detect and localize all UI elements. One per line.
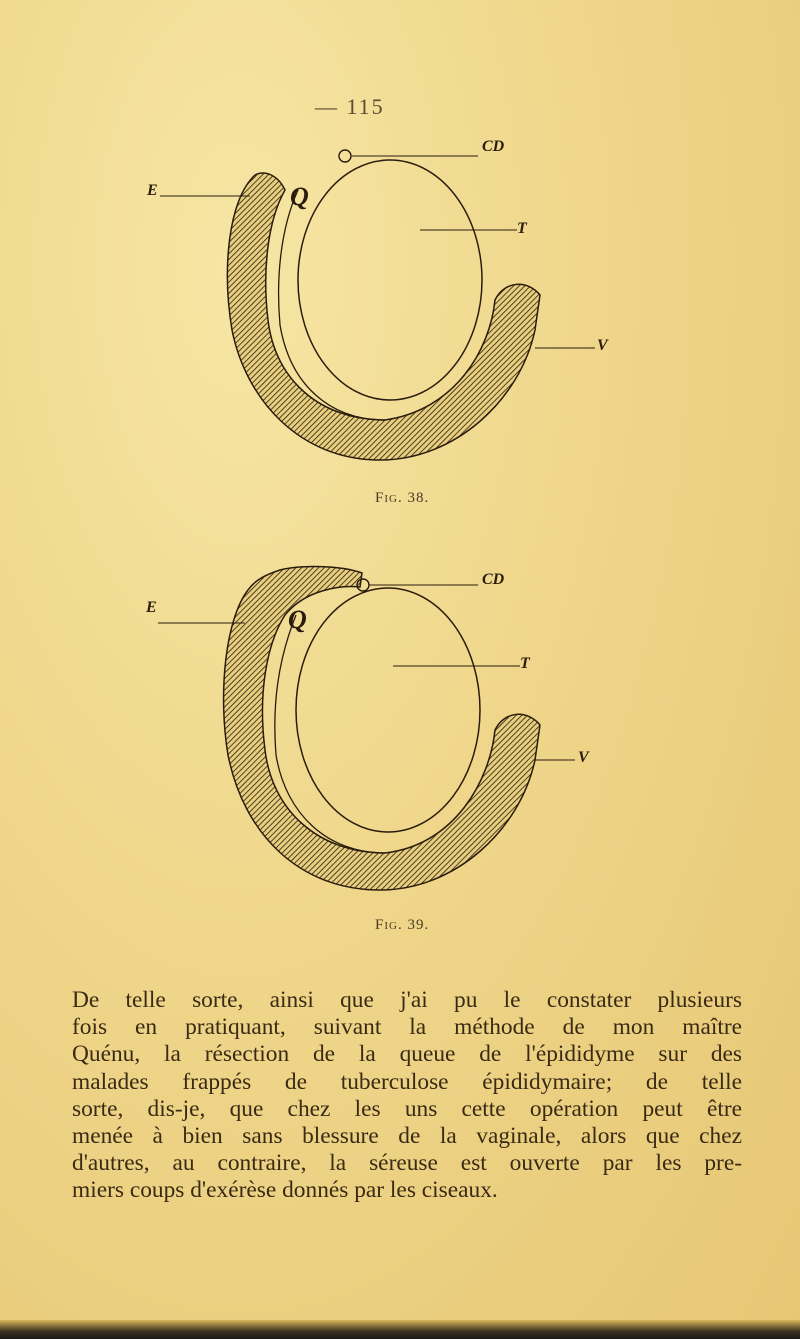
page-number: — 115 <box>315 94 385 119</box>
label-t: T <box>517 220 527 237</box>
label-cd: CD <box>482 138 505 155</box>
figure-39-drawing <box>0 535 800 955</box>
text-line: Quénu, la résection de la queue de l'épididyme sur des <box>72 1041 742 1068</box>
label-e: E <box>147 182 158 199</box>
text-line: menée à bien sans blessure de la vaginale, alors que chez <box>72 1123 742 1150</box>
testis-oval <box>298 160 482 400</box>
figure-38-caption: Fig. 38. <box>375 490 430 506</box>
figure-38-drawing <box>0 120 800 520</box>
body-paragraph <box>72 987 742 1205</box>
label-q: Q <box>290 182 309 211</box>
testis-oval <box>296 588 480 832</box>
label-cd: CD <box>482 571 505 588</box>
epididymis-band <box>227 173 540 460</box>
label-v: V <box>597 337 608 354</box>
text-line: De telle sorte, ainsi que j'ai pu le constater plusieurs <box>72 987 742 1013</box>
page-bottom-edge <box>0 1320 800 1339</box>
figure-39 <box>0 535 800 955</box>
figure-39-caption: Fig. 39. <box>375 917 430 933</box>
text-line: sorte, dis-je, que chez les uns cette opération peut être <box>72 1095 742 1122</box>
figure-38 <box>0 120 800 520</box>
label-t: T <box>520 655 530 672</box>
label-q: Q <box>288 605 307 634</box>
label-v: V <box>578 749 589 766</box>
text-line: malades frappés de tuberculose épididymaire; de telle <box>72 1068 742 1095</box>
epididymis-band <box>224 567 540 890</box>
text-line: miers coups d'exérèse donnés par les ciseaux. <box>72 1177 498 1204</box>
label-e: E <box>146 599 157 616</box>
text-line: fois en pratiquant, suivant la méthode de mon maître <box>72 1014 742 1041</box>
text-line: d'autres, au contraire, la séreuse est ouverte par les pre- <box>72 1150 742 1177</box>
